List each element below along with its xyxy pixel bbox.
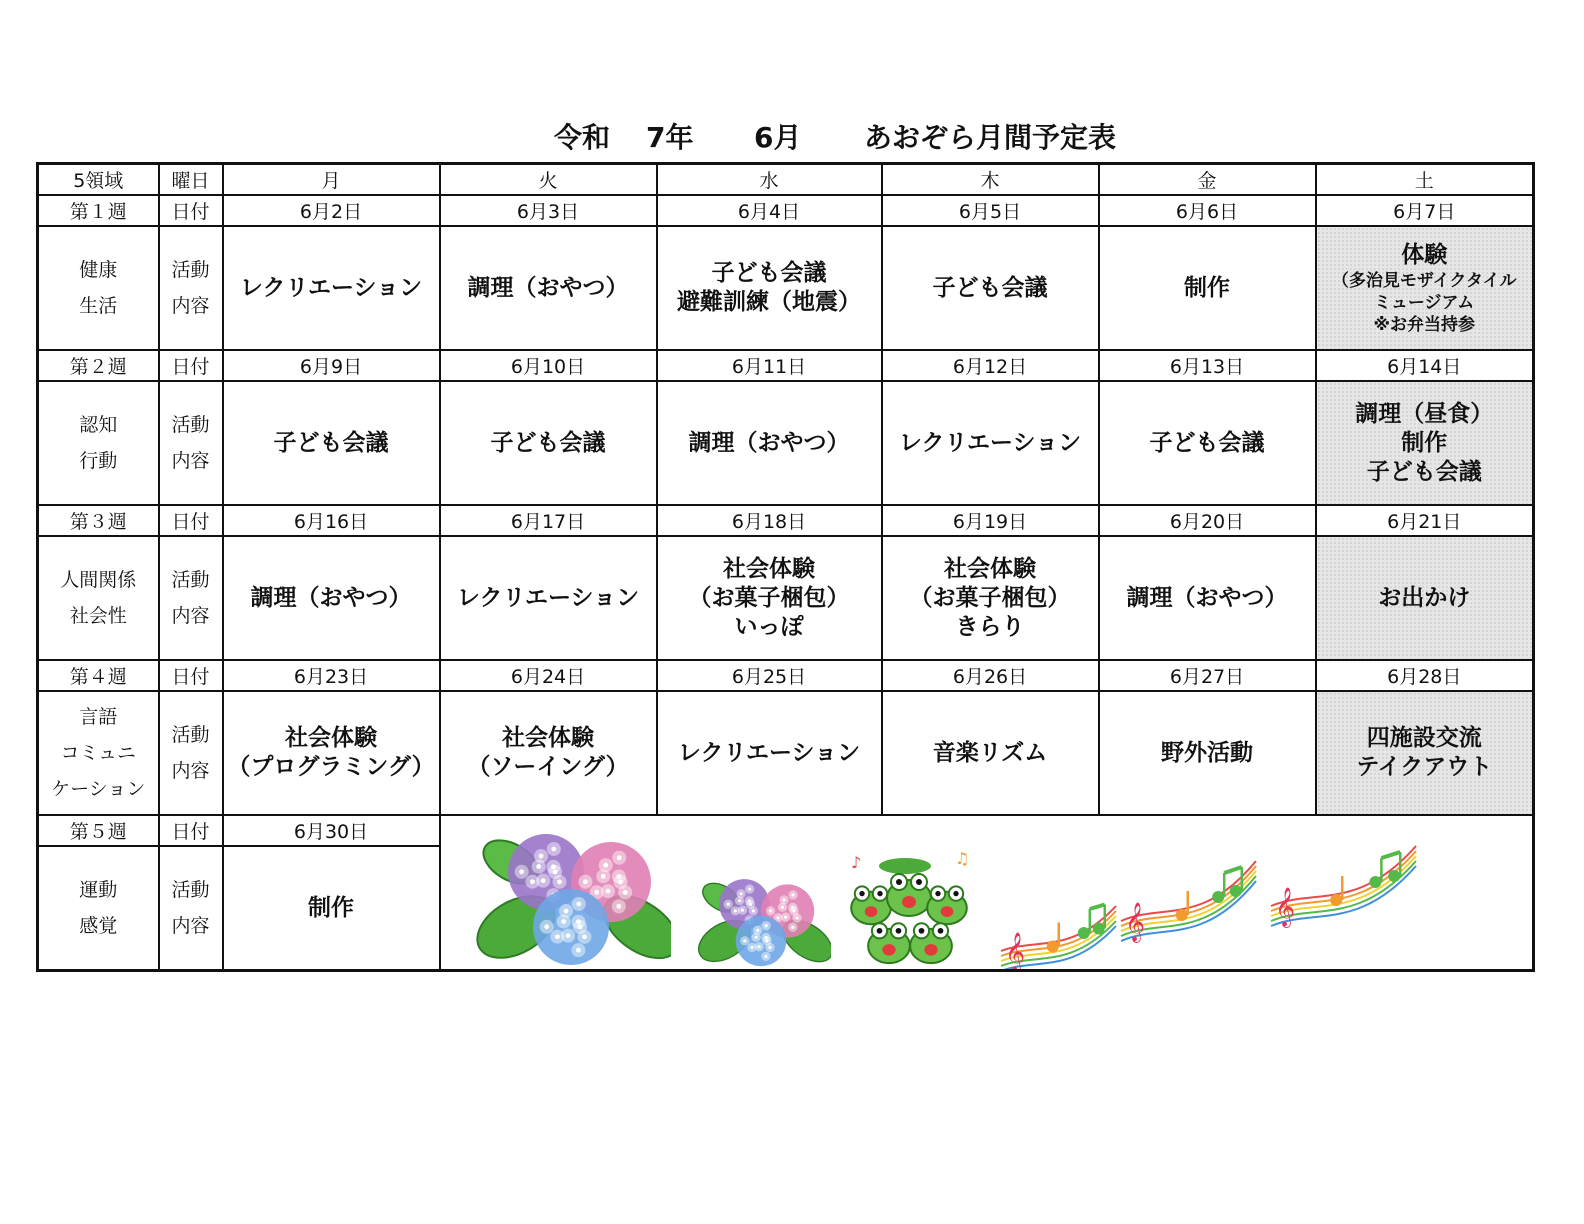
date-cell-thu: 6月26日 xyxy=(882,660,1099,691)
header-day-sat: 土 xyxy=(1316,164,1534,196)
week-date-row xyxy=(38,350,1534,381)
activity-text: 社会体験 xyxy=(723,555,815,582)
activity-text: 制作 xyxy=(1184,274,1230,301)
title-name: あおぞら月間予定表 xyxy=(864,121,1117,154)
decoration-art xyxy=(441,816,1533,972)
activity-text: 子ども会議 xyxy=(932,274,1048,301)
activity-label-line: 内容 xyxy=(171,605,210,627)
header-day-thu: 木 xyxy=(882,164,1099,196)
activity-label-line: 活動 xyxy=(171,414,210,436)
date-cell-mon: 6月9日 xyxy=(223,350,440,381)
activity-cell-wed xyxy=(657,226,882,350)
activity-subtext: ※お弁当持参 xyxy=(1373,314,1476,335)
activity-cell-tue xyxy=(440,691,657,815)
activity-label-line: 活動 xyxy=(171,259,210,281)
date-label: 日付 xyxy=(159,660,223,691)
activity-text: レクリエーション xyxy=(456,584,640,611)
activity-text: 子ども会議 xyxy=(490,429,606,456)
activity-text: レクリエーション xyxy=(898,429,1082,456)
decoration-area xyxy=(440,815,1534,971)
activity-text: 子ども会議 xyxy=(711,260,827,286)
date-label: 日付 xyxy=(159,350,223,381)
date-label: 日付 xyxy=(159,195,223,226)
area-label-line: 行動 xyxy=(79,450,118,472)
activity-text: 調理（おやつ） xyxy=(467,274,629,301)
area-cell xyxy=(38,381,159,505)
week-label: 第４週 xyxy=(38,660,159,691)
activity-label-line: 内容 xyxy=(171,760,210,782)
date-cell-thu: 6月5日 xyxy=(882,195,1099,226)
date-label: 日付 xyxy=(159,815,223,846)
activity-cell-sat xyxy=(1316,226,1534,350)
activity-text: （お菓子梱包） xyxy=(909,584,1071,611)
area-label-line: ケーション xyxy=(51,778,146,800)
hydrangea-small-icon xyxy=(691,866,831,971)
week-activity-row xyxy=(38,536,1534,660)
activity-text: 調理（おやつ） xyxy=(1126,584,1288,611)
activity-text: 子ども会議 xyxy=(1149,429,1265,456)
svg-text:𝄞: 𝄞 xyxy=(1274,887,1295,927)
week-date-row xyxy=(38,195,1534,226)
activity-cell-fri xyxy=(1099,226,1316,350)
activity-text: きらり xyxy=(955,613,1025,640)
area-label-line: 社会性 xyxy=(69,605,127,627)
area-label-line: 人間関係 xyxy=(60,569,137,591)
activity-cell-sat xyxy=(1316,691,1534,815)
activity-cell-thu xyxy=(882,691,1099,815)
date-cell-wed: 6月25日 xyxy=(657,660,882,691)
area-label-line: 運動 xyxy=(79,879,118,901)
date-cell-wed: 6月11日 xyxy=(657,350,882,381)
activity-cell-mon xyxy=(223,381,440,505)
activity-cell-mon xyxy=(223,846,440,971)
header-weekday: 曜日 xyxy=(159,164,223,196)
activity-label-line: 活動 xyxy=(171,569,210,591)
activity-text: 子ども会議 xyxy=(273,429,389,456)
date-cell-wed: 6月18日 xyxy=(657,505,882,536)
activity-cell-mon xyxy=(223,691,440,815)
activity-cell-tue xyxy=(440,381,657,505)
activity-cell-mon xyxy=(223,226,440,350)
activity-text: 制作 xyxy=(308,894,354,921)
music-staff-3-icon xyxy=(1266,831,1426,941)
area-label-line: 言語 xyxy=(79,706,118,728)
activity-text: レクリエーション xyxy=(677,739,861,766)
activity-text: 調理（昼食） xyxy=(1355,400,1494,427)
svg-text:𝄞: 𝄞 xyxy=(1004,932,1025,972)
date-cell-fri: 6月27日 xyxy=(1099,660,1316,691)
date-cell-mon: 6月23日 xyxy=(223,660,440,691)
week-label: 第５週 xyxy=(38,815,159,846)
activity-label-line: 内容 xyxy=(171,450,210,472)
activity-text: 体験 xyxy=(1401,241,1448,268)
activity-text: （プログラミング） xyxy=(227,754,435,780)
date-cell-tue: 6月10日 xyxy=(440,350,657,381)
svg-text:♫: ♫ xyxy=(954,849,969,868)
date-cell-thu: 6月19日 xyxy=(882,505,1099,536)
activity-text: 子ども会議 xyxy=(1366,458,1482,485)
activity-text: 社会体験 xyxy=(944,555,1036,582)
area-cell xyxy=(38,536,159,660)
date-cell-sat: 6月14日 xyxy=(1316,350,1534,381)
activity-label xyxy=(159,536,223,660)
activity-cell-wed xyxy=(657,691,882,815)
week-date-row xyxy=(38,505,1534,536)
date-cell-fri: 6月13日 xyxy=(1099,350,1316,381)
title-year: 7年 xyxy=(646,121,694,154)
activity-cell-tue xyxy=(440,226,657,350)
hydrangea-large-icon xyxy=(471,822,671,971)
activity-label xyxy=(159,846,223,971)
area-cell xyxy=(38,226,159,350)
activity-text: 社会体験 xyxy=(502,725,594,751)
activity-text: 避難訓練（地震） xyxy=(677,289,861,315)
activity-subtext: （多治見モザイクタイル xyxy=(1331,270,1517,291)
header-day-fri: 金 xyxy=(1099,164,1316,196)
header-day-wed: 水 xyxy=(657,164,882,196)
activity-label-line: 活動 xyxy=(171,879,210,901)
activity-cell-wed xyxy=(657,536,882,660)
date-cell-fri: 6月20日 xyxy=(1099,505,1316,536)
date-cell-wed: 6月4日 xyxy=(657,195,882,226)
activity-cell-mon xyxy=(223,536,440,660)
activity-text: いっぽ xyxy=(734,613,804,640)
svg-text:𝄞: 𝄞 xyxy=(1124,902,1145,942)
music-staff-1-icon xyxy=(996,886,1126,971)
activity-text: （ソーイング） xyxy=(467,754,629,780)
header-area: 5領域 xyxy=(38,164,159,196)
schedule-table xyxy=(36,162,1535,972)
page-title xyxy=(36,116,1536,156)
music-staff-2-icon xyxy=(1116,846,1266,956)
area-label-line: 生活 xyxy=(79,295,118,317)
title-era: 令和 xyxy=(554,121,611,154)
activity-cell-sat xyxy=(1316,381,1534,505)
activity-label-line: 活動 xyxy=(171,724,210,746)
week-label: 第１週 xyxy=(38,195,159,226)
svg-text:♪: ♪ xyxy=(850,853,861,872)
activity-text: 野外活動 xyxy=(1161,739,1253,766)
activity-subtext: ミュージアム xyxy=(1374,292,1475,313)
activity-text: 四施設交流 xyxy=(1366,725,1482,751)
date-cell-sat: 6月21日 xyxy=(1316,505,1534,536)
date-cell-mon: 6月30日 xyxy=(223,815,440,846)
activity-cell-fri xyxy=(1099,536,1316,660)
date-cell-sat: 6月28日 xyxy=(1316,660,1534,691)
area-label-line: 認知 xyxy=(79,414,118,436)
header-day-tue: 火 xyxy=(440,164,657,196)
activity-cell-sat xyxy=(1316,536,1534,660)
activity-text: 調理（おやつ） xyxy=(688,429,850,456)
frog-choir-icon xyxy=(843,846,983,971)
date-cell-mon: 6月16日 xyxy=(223,505,440,536)
area-cell xyxy=(38,846,159,971)
activity-cell-fri xyxy=(1099,381,1316,505)
title-month: 6月 xyxy=(754,121,802,154)
date-cell-sat: 6月7日 xyxy=(1316,195,1534,226)
activity-cell-tue xyxy=(440,536,657,660)
date-cell-thu: 6月12日 xyxy=(882,350,1099,381)
activity-text: 制作 xyxy=(1401,429,1448,456)
activity-text: 調理（おやつ） xyxy=(250,584,412,611)
header-row xyxy=(38,164,1534,196)
activity-cell-thu xyxy=(882,381,1099,505)
area-label-line: コミュニ xyxy=(60,742,137,764)
date-cell-mon: 6月2日 xyxy=(223,195,440,226)
date-label: 日付 xyxy=(159,505,223,536)
date-cell-fri: 6月6日 xyxy=(1099,195,1316,226)
activity-cell-fri xyxy=(1099,691,1316,815)
week-activity-row xyxy=(38,691,1534,815)
activity-label-line: 内容 xyxy=(171,295,210,317)
header-day-mon: 月 xyxy=(223,164,440,196)
area-label-line: 健康 xyxy=(79,259,118,281)
activity-label-line: 内容 xyxy=(171,915,210,937)
area-cell xyxy=(38,691,159,815)
week-date-row xyxy=(38,815,1534,846)
activity-cell-wed xyxy=(657,381,882,505)
week-activity-row xyxy=(38,381,1534,505)
activity-text: お出かけ xyxy=(1378,584,1471,611)
area-label-line: 感覚 xyxy=(79,915,118,937)
week-activity-row xyxy=(38,226,1534,350)
activity-cell-thu xyxy=(882,226,1099,350)
activity-text: 社会体験 xyxy=(285,725,377,751)
date-cell-tue: 6月17日 xyxy=(440,505,657,536)
activity-cell-thu xyxy=(882,536,1099,660)
date-cell-tue: 6月24日 xyxy=(440,660,657,691)
activity-label xyxy=(159,691,223,815)
week-label: 第２週 xyxy=(38,350,159,381)
activity-text: レクリエーション xyxy=(239,274,423,301)
activity-label xyxy=(159,381,223,505)
week-label: 第３週 xyxy=(38,505,159,536)
activity-text: （お菓子梱包） xyxy=(688,584,850,611)
activity-text: テイクアウト xyxy=(1356,754,1493,780)
activity-label xyxy=(159,226,223,350)
date-cell-tue: 6月3日 xyxy=(440,195,657,226)
week-date-row xyxy=(38,660,1534,691)
activity-text: 音楽リズム xyxy=(932,739,1048,766)
